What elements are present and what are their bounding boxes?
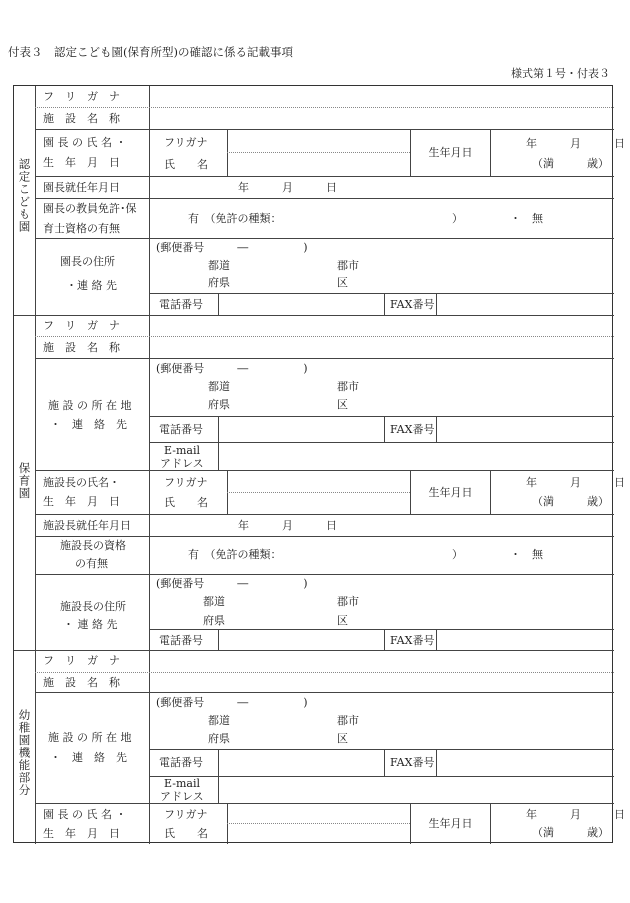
license-yes[interactable]: 有 （免許の種類：: [188, 212, 282, 225]
label-fuken: 府県: [208, 732, 230, 745]
label-manager-birth: 生 年 月 日: [43, 495, 120, 508]
label-email: E-mail: [164, 444, 200, 457]
label-director-name: 園 長 の 氏 名 ・: [43, 808, 127, 821]
qualification-close: ）: [452, 548, 463, 561]
label-todo: 都道: [208, 380, 230, 393]
label-facility-name: 施 設 名 称: [43, 676, 120, 689]
label-age: （満 歳）: [532, 157, 609, 170]
label-ku: 区: [337, 614, 348, 627]
label-location: 施 設 の 所 在 地: [48, 731, 132, 744]
qualification-yes[interactable]: 有 （免許の種類：: [188, 548, 282, 561]
label-fuken: 府県: [208, 276, 230, 289]
label-qualification-line1: 施設長の資格: [60, 539, 126, 552]
label-director-appointed: 園長就任年月日: [43, 181, 120, 194]
label-shimei: 氏 名: [164, 496, 208, 509]
label-shimei: 氏 名: [164, 827, 208, 840]
email-field[interactable]: [219, 443, 613, 470]
email-field[interactable]: [219, 777, 613, 803]
label-phone: 電話番号: [159, 298, 203, 311]
director-appointed-field[interactable]: [150, 177, 613, 198]
label-gunshi: 郡市: [337, 380, 359, 393]
label-license-line2: 育士資格の有無: [43, 222, 120, 235]
manager-birthdate-field[interactable]: [491, 471, 613, 514]
label-ku: 区: [337, 398, 348, 411]
section-label-hoikuen: 保育園: [17, 462, 32, 500]
label-director-address: 園長の住所: [60, 255, 115, 268]
fax-field[interactable]: [437, 750, 613, 776]
director-name-field[interactable]: [228, 153, 409, 175]
section-label-kodomoen: 認定こども園: [17, 158, 32, 233]
phone-field[interactable]: [219, 750, 384, 776]
license-close: ）: [452, 212, 463, 225]
label-todo: 都道: [203, 595, 225, 608]
label-location: 施 設 の 所 在 地: [48, 399, 132, 412]
page-title: 付表３ 認定こども園(保育所型)の確認に係る記載事項: [8, 45, 293, 59]
label-furigana-small: フリガナ: [164, 476, 208, 489]
label-age: （満 歳）: [532, 495, 609, 508]
facility-name-field[interactable]: [150, 108, 613, 129]
director-birthdate-field[interactable]: [491, 804, 613, 843]
label-birthdate: 生年月日: [428, 146, 473, 160]
label-fuken: 府県: [203, 614, 225, 627]
label-manager-address: 施設長の住所: [60, 600, 126, 613]
postal-code[interactable]: (郵便番号 ― ): [156, 696, 308, 709]
label-todo: 都道: [208, 714, 230, 727]
label-manager-contact: ・ 連 絡 先: [63, 618, 118, 631]
label-furigana: フ リ ガ ナ: [43, 654, 120, 667]
label-gunshi: 郡市: [337, 259, 359, 272]
fax-field[interactable]: [437, 630, 613, 650]
section-label-youchien: 幼稚園機能部分: [17, 709, 32, 797]
label-email: E-mail: [164, 777, 200, 790]
furigana-field[interactable]: [150, 316, 613, 336]
label-ymd: 年 月 日: [526, 476, 625, 489]
qualification-no[interactable]: ・ 無: [510, 548, 543, 561]
label-phone: 電話番号: [159, 634, 203, 647]
label-appointed-ymd: 年 月 日: [238, 181, 337, 194]
director-furigana-field[interactable]: [228, 804, 409, 823]
label-facility-name: 施 設 名 称: [43, 112, 120, 125]
label-ku: 区: [337, 732, 348, 745]
phone-field[interactable]: [219, 294, 384, 315]
label-facility-name: 施 設 名 称: [43, 341, 120, 354]
label-contact: ・ 連 絡 先: [50, 418, 127, 431]
label-phone: 電話番号: [159, 756, 203, 769]
furigana-field[interactable]: [150, 86, 613, 107]
label-furigana: フ リ ガ ナ: [43, 319, 120, 332]
label-appointed-ymd: 年 月 日: [238, 519, 337, 532]
label-birthdate: 生年月日: [428, 485, 473, 499]
label-email-address: アドレス: [160, 457, 204, 470]
label-ymd: 年 月 日: [526, 808, 625, 821]
furigana-field[interactable]: [150, 651, 613, 672]
postal-code[interactable]: (郵便番号 ― ): [156, 577, 308, 590]
label-contact: ・ 連 絡 先: [50, 751, 127, 764]
format-number: 様式第１号・付表３: [511, 67, 610, 80]
label-fax: FAX番号: [390, 756, 435, 769]
director-furigana-field[interactable]: [228, 130, 409, 152]
label-fax: FAX番号: [390, 298, 435, 311]
label-ku: 区: [337, 276, 348, 289]
director-birthdate-field[interactable]: [491, 130, 613, 176]
label-manager-appointed: 施設長就任年月日: [43, 519, 131, 532]
label-director-birth: 生 年 月 日: [43, 827, 120, 840]
label-furigana: フ リ ガ ナ: [43, 90, 120, 103]
postal-code[interactable]: (郵便番号 ― ): [156, 362, 308, 375]
label-furigana-small: フリガナ: [164, 136, 208, 149]
director-name-field[interactable]: [228, 824, 409, 843]
label-director-contact: ・連 絡 先: [66, 279, 117, 292]
manager-name-field[interactable]: [228, 493, 409, 514]
facility-name-field[interactable]: [150, 673, 613, 692]
phone-field[interactable]: [219, 630, 384, 650]
label-gunshi: 郡市: [337, 714, 359, 727]
label-birthdate: 生年月日: [428, 816, 473, 830]
fax-field[interactable]: [437, 417, 613, 442]
label-phone: 電話番号: [159, 423, 203, 436]
manager-furigana-field[interactable]: [228, 471, 409, 492]
facility-name-field[interactable]: [150, 337, 613, 358]
manager-appointed-field[interactable]: [150, 515, 613, 536]
label-gunshi: 郡市: [337, 595, 359, 608]
label-director-name: 園 長 の 氏 名 ・: [43, 136, 127, 149]
label-director-birth: 生 年 月 日: [43, 156, 120, 169]
label-manager-name: 施設長の氏名・: [43, 476, 120, 489]
label-ymd: 年 月 日: [526, 137, 625, 150]
fax-field[interactable]: [437, 294, 613, 315]
label-fax: FAX番号: [390, 423, 435, 436]
label-age: （満 歳）: [532, 826, 609, 839]
label-furigana-small: フリガナ: [164, 808, 208, 821]
postal-code[interactable]: (郵便番号 ― ): [156, 241, 308, 254]
phone-field[interactable]: [219, 417, 384, 442]
license-no[interactable]: ・ 無: [510, 212, 543, 225]
label-shimei: 氏 名: [164, 158, 208, 171]
label-todo: 都道: [208, 259, 230, 272]
form-frame: [13, 85, 625, 843]
label-license-line1: 園長の教員免許･保: [43, 202, 137, 215]
label-email-address: アドレス: [160, 790, 204, 803]
label-fuken: 府県: [208, 398, 230, 411]
label-fax: FAX番号: [390, 634, 435, 647]
label-qualification-line2: の有無: [75, 557, 108, 570]
